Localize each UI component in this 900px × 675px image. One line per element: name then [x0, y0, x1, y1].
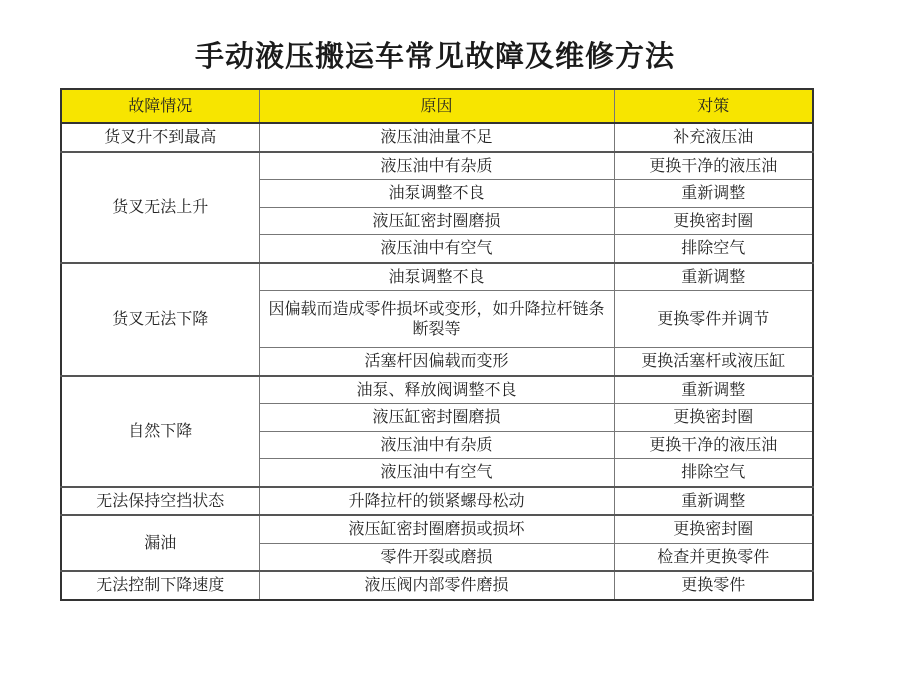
- remedy-cell: 更换零件并调节: [614, 291, 813, 348]
- remedy-cell: 更换干净的液压油: [614, 431, 813, 459]
- cause-cell: 零件开裂或磨损: [259, 543, 614, 571]
- cause-cell: 油泵调整不良: [259, 180, 614, 208]
- table-row: [61, 263, 813, 291]
- remedy-cell: 补充液压油: [614, 123, 813, 152]
- table-row: [61, 515, 813, 543]
- cause-cell: 升降拉杆的锁紧螺母松动: [259, 487, 614, 516]
- cause-cell: 活塞杆因偏载而变形: [259, 348, 614, 376]
- cause-cell: 油泵、释放阀调整不良: [259, 376, 614, 404]
- remedy-cell: 排除空气: [614, 459, 813, 487]
- cause-cell: 油泵调整不良: [259, 263, 614, 291]
- cause-cell: 液压缸密封圈磨损: [259, 404, 614, 432]
- remedy-cell: 更换密封圈: [614, 515, 813, 543]
- header-cause: 原因: [259, 89, 614, 123]
- remedy-cell: 重新调整: [614, 263, 813, 291]
- fault-cell: 无法控制下降速度: [61, 571, 259, 600]
- remedy-cell: 重新调整: [614, 180, 813, 208]
- page-title: 手动液压搬运车常见故障及维修方法: [194, 39, 675, 73]
- header-remedy: 对策: [614, 89, 813, 123]
- table-row: [61, 376, 813, 404]
- remedy-cell: 更换密封圈: [614, 207, 813, 235]
- fault-cell: 漏油: [61, 515, 259, 571]
- table-header-row: [61, 89, 813, 123]
- fault-cell: 无法保持空挡状态: [61, 487, 259, 516]
- table-row: [61, 123, 813, 152]
- remedy-cell: 排除空气: [614, 235, 813, 263]
- remedy-cell: 更换干净的液压油: [614, 152, 813, 180]
- table-row: [61, 487, 813, 516]
- cause-cell: 液压缸密封圈磨损: [259, 207, 614, 235]
- remedy-cell: 更换活塞杆或液压缸: [614, 348, 813, 376]
- table-body: [61, 123, 813, 600]
- cause-cell: 液压油油量不足: [259, 123, 614, 152]
- table-row: [61, 152, 813, 180]
- fault-table: [60, 88, 814, 601]
- remedy-cell: 检查并更换零件: [614, 543, 813, 571]
- cause-cell: 液压油中有空气: [259, 235, 614, 263]
- cause-cell: 液压阀内部零件磨损: [259, 571, 614, 600]
- remedy-cell: 更换零件: [614, 571, 813, 600]
- cause-cell: 液压油中有杂质: [259, 431, 614, 459]
- cause-cell: 因偏载而造成零件损坏或变形，如升降拉杆链条断裂等: [259, 291, 614, 348]
- cause-cell: 液压缸密封圈磨损或损坏: [259, 515, 614, 543]
- fault-cell: 自然下降: [61, 376, 259, 487]
- remedy-cell: 重新调整: [614, 487, 813, 516]
- fault-cell: 货叉无法下降: [61, 263, 259, 376]
- cause-cell: 液压油中有杂质: [259, 152, 614, 180]
- fault-cell: 货叉升不到最高: [61, 123, 259, 152]
- table-row: [61, 571, 813, 600]
- remedy-cell: 重新调整: [614, 376, 813, 404]
- fault-cell: 货叉无法上升: [61, 152, 259, 263]
- remedy-cell: 更换密封圈: [614, 404, 813, 432]
- cause-cell: 液压油中有空气: [259, 459, 614, 487]
- header-fault: 故障情况: [61, 89, 259, 123]
